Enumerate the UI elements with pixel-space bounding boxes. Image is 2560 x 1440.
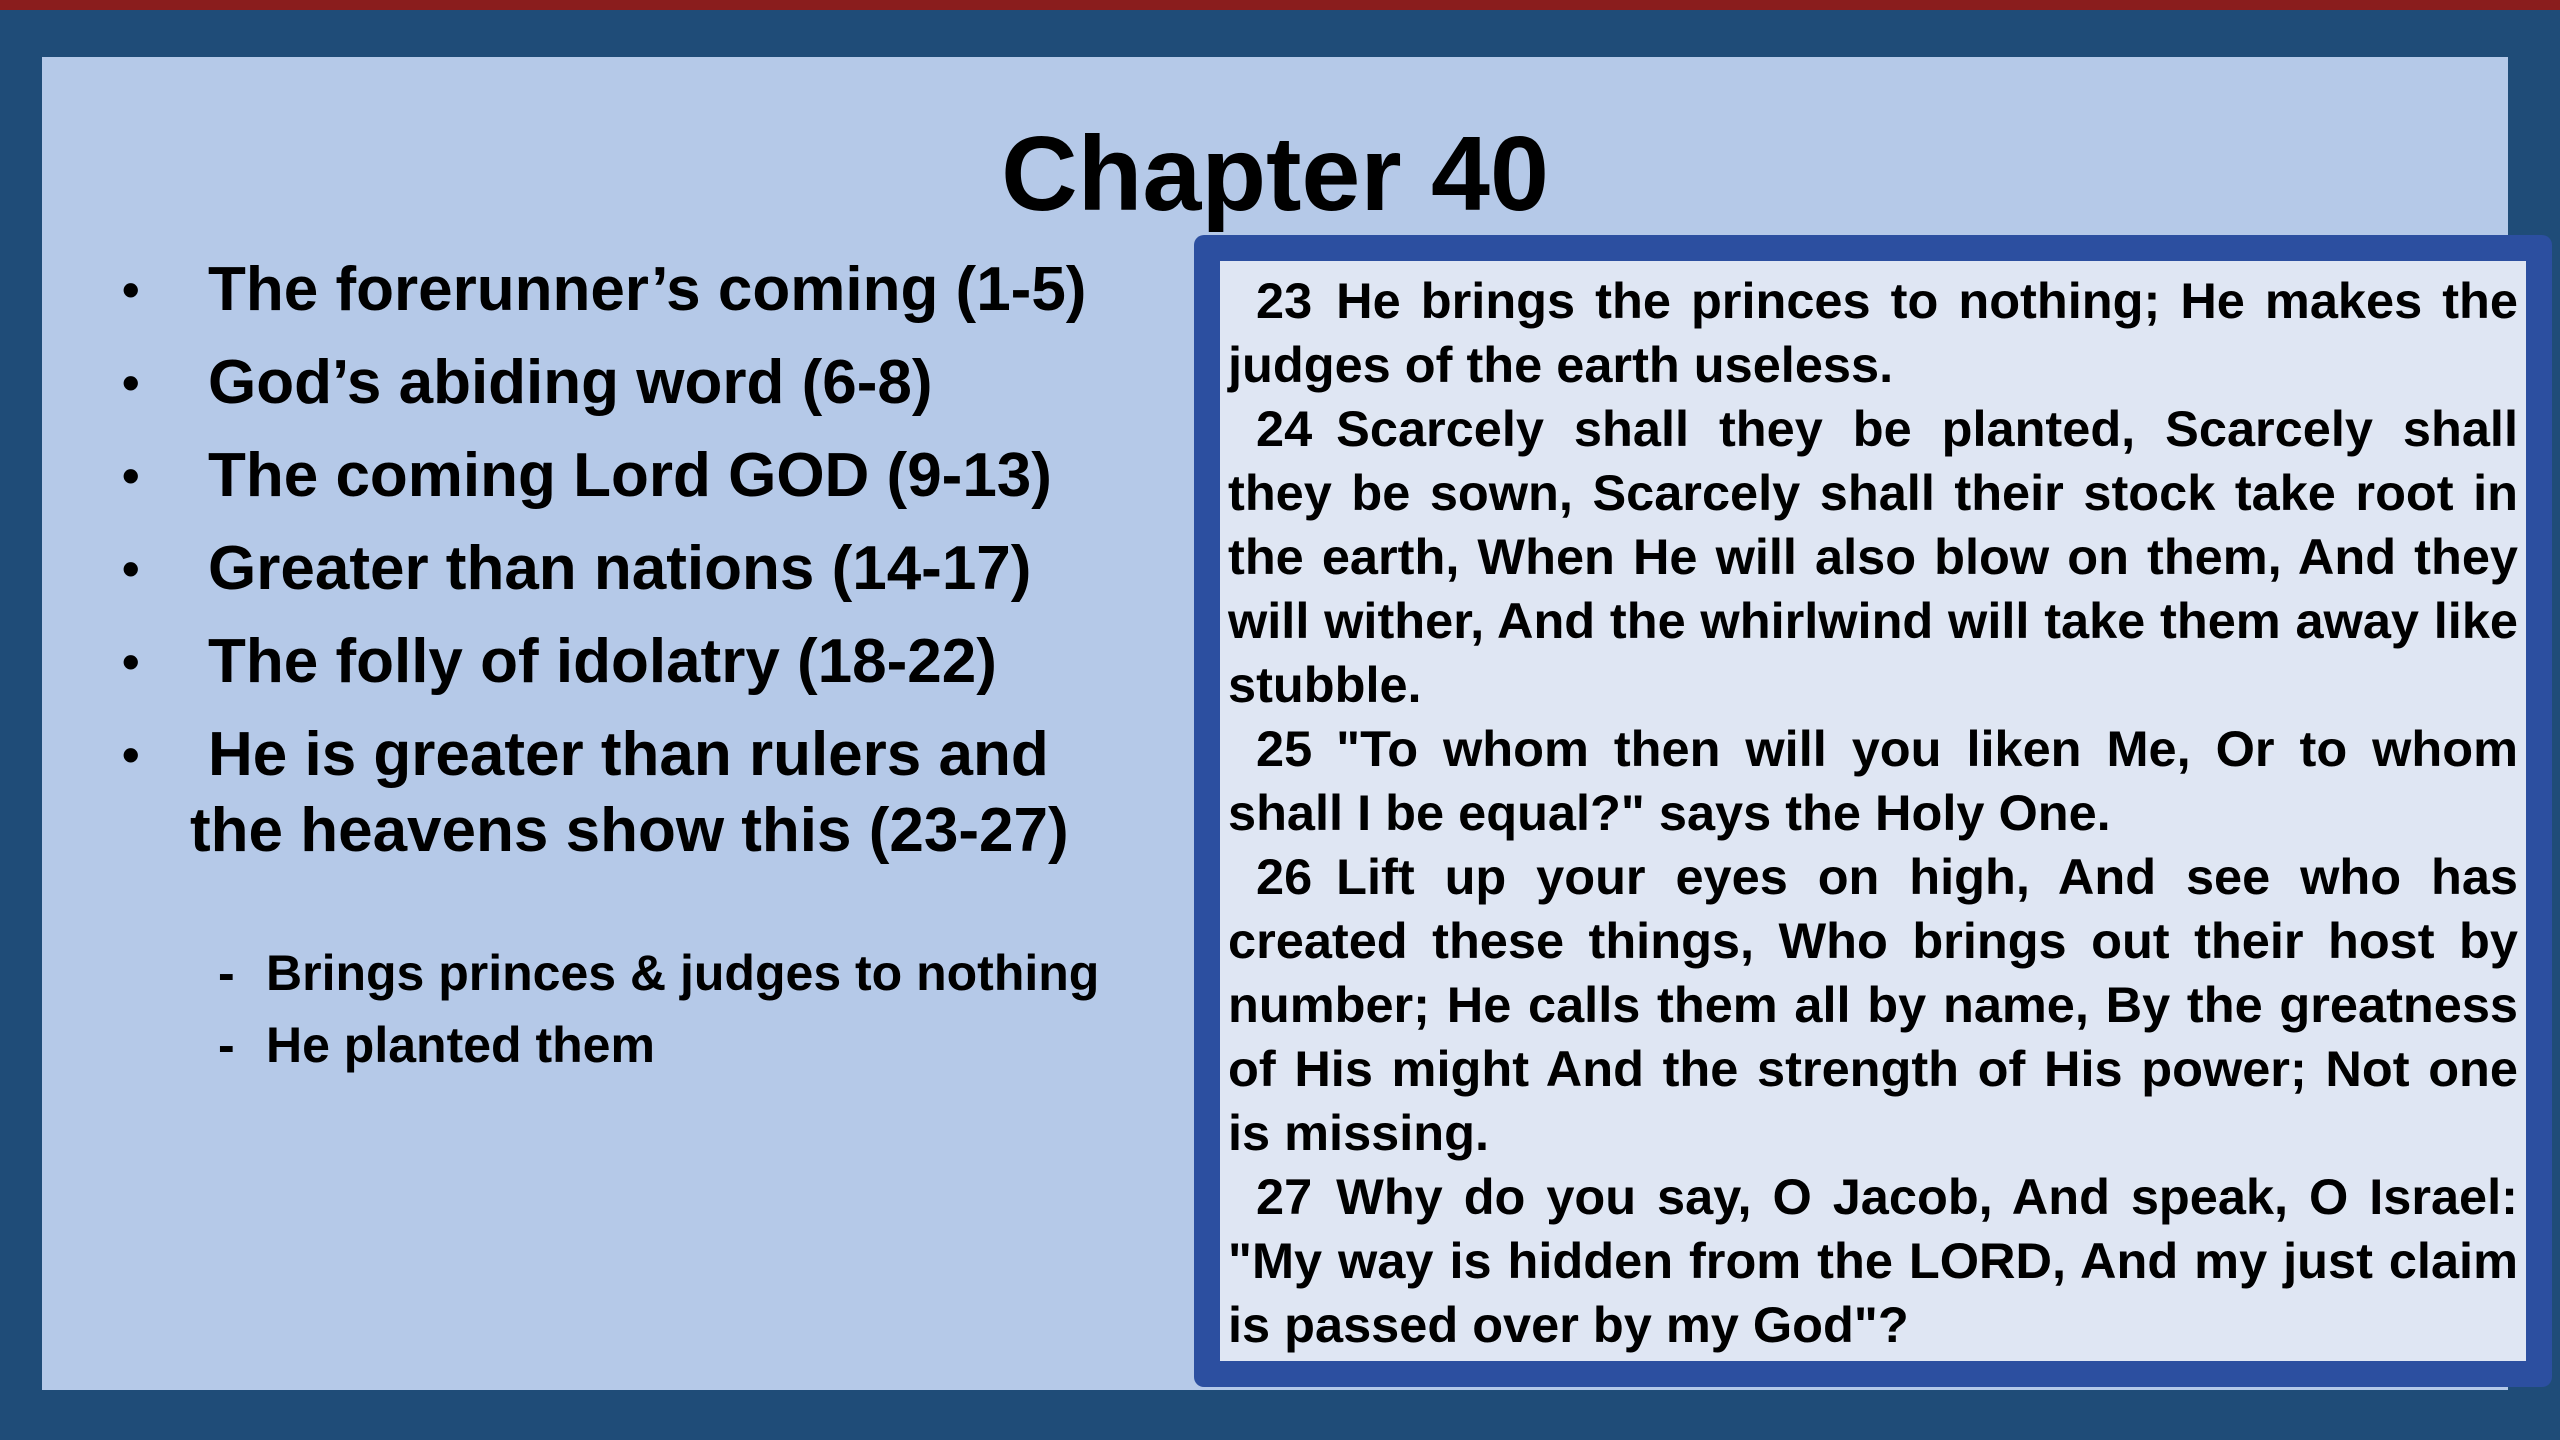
outline-item-text: God’s abiding word (6-8): [208, 348, 933, 417]
outline-item-text: The forerunner’s coming (1-5): [208, 255, 1087, 324]
verse: [1228, 397, 2518, 717]
sub-outline-list: [218, 937, 1218, 1081]
outline-item-text: The folly of idolatry (18-22): [208, 627, 997, 696]
bullet-icon: •: [122, 448, 140, 504]
dash-icon: -: [218, 945, 235, 1001]
outline-item-text: The coming Lord GOD (9-13): [208, 441, 1052, 510]
verse-text: Lift up your eyes on high, And see who has created these things, Who brings out their host by number; He calls them all by name, By the greatness of His might And the strength of His power; Not one is missing.: [1228, 848, 2518, 1161]
outline-item: [122, 624, 1212, 700]
verse: [1228, 1165, 2518, 1357]
slide-title: Chapter 40: [1001, 115, 1549, 233]
scripture-box: [1194, 235, 2552, 1387]
top-accent-strip: [0, 0, 2560, 10]
verse-number: 27: [1256, 1168, 1313, 1225]
sub-outline-item-text: Brings princes & judges to nothing: [266, 945, 1100, 1001]
outline-list: [122, 252, 1212, 886]
dash-icon: -: [218, 1017, 235, 1073]
verse-number: 25: [1256, 720, 1313, 777]
bullet-icon: •: [122, 262, 140, 318]
scripture-text: [1220, 261, 2526, 1357]
outline-item: [122, 717, 1212, 869]
outline-item-text-line2: the heavens show this (23-27): [190, 796, 1069, 865]
scripture-panel: [1220, 261, 2526, 1361]
sub-outline-item-text: He planted them: [266, 1017, 655, 1073]
outline-item: [122, 252, 1212, 328]
outline-item-text-line1: He is greater than rulers and: [208, 720, 1049, 789]
verse-number: 23: [1256, 272, 1313, 329]
outline-item: [122, 345, 1212, 421]
outline-item: [122, 531, 1212, 607]
verse-text: "To whom then will you liken Me, Or to whom shall I be equal?" says the Holy One.: [1228, 720, 2518, 841]
bullet-icon: •: [122, 634, 140, 690]
outline-item-text: Greater than nations (14-17): [208, 534, 1032, 603]
verse: [1228, 717, 2518, 845]
sub-outline-item: [218, 1009, 1218, 1081]
bullet-icon: •: [122, 541, 140, 597]
bullet-icon: •: [122, 355, 140, 411]
slide: [42, 57, 2518, 1390]
sub-outline-item: [218, 937, 1218, 1009]
verse: [1228, 845, 2518, 1165]
verse-text: Why do you say, O Jacob, And speak, O Israel: "My way is hidden from the LORD, And my just claim is passed over by my God"?: [1228, 1168, 2518, 1353]
outline-item: [122, 438, 1212, 514]
verse-number: 26: [1256, 848, 1313, 905]
verse: [1228, 269, 2518, 397]
bullet-icon: •: [122, 727, 140, 783]
verse-text: He brings the princes to nothing; He makes the judges of the earth useless.: [1228, 272, 2518, 393]
verse-text: Scarcely shall they be planted, Scarcely shall they be sown, Scarcely shall their stock take root in the earth, When He will also blow on them, And they will wither, And the whirlwind will take them away like stubble.: [1228, 400, 2518, 713]
verse-number: 24: [1256, 400, 1313, 457]
